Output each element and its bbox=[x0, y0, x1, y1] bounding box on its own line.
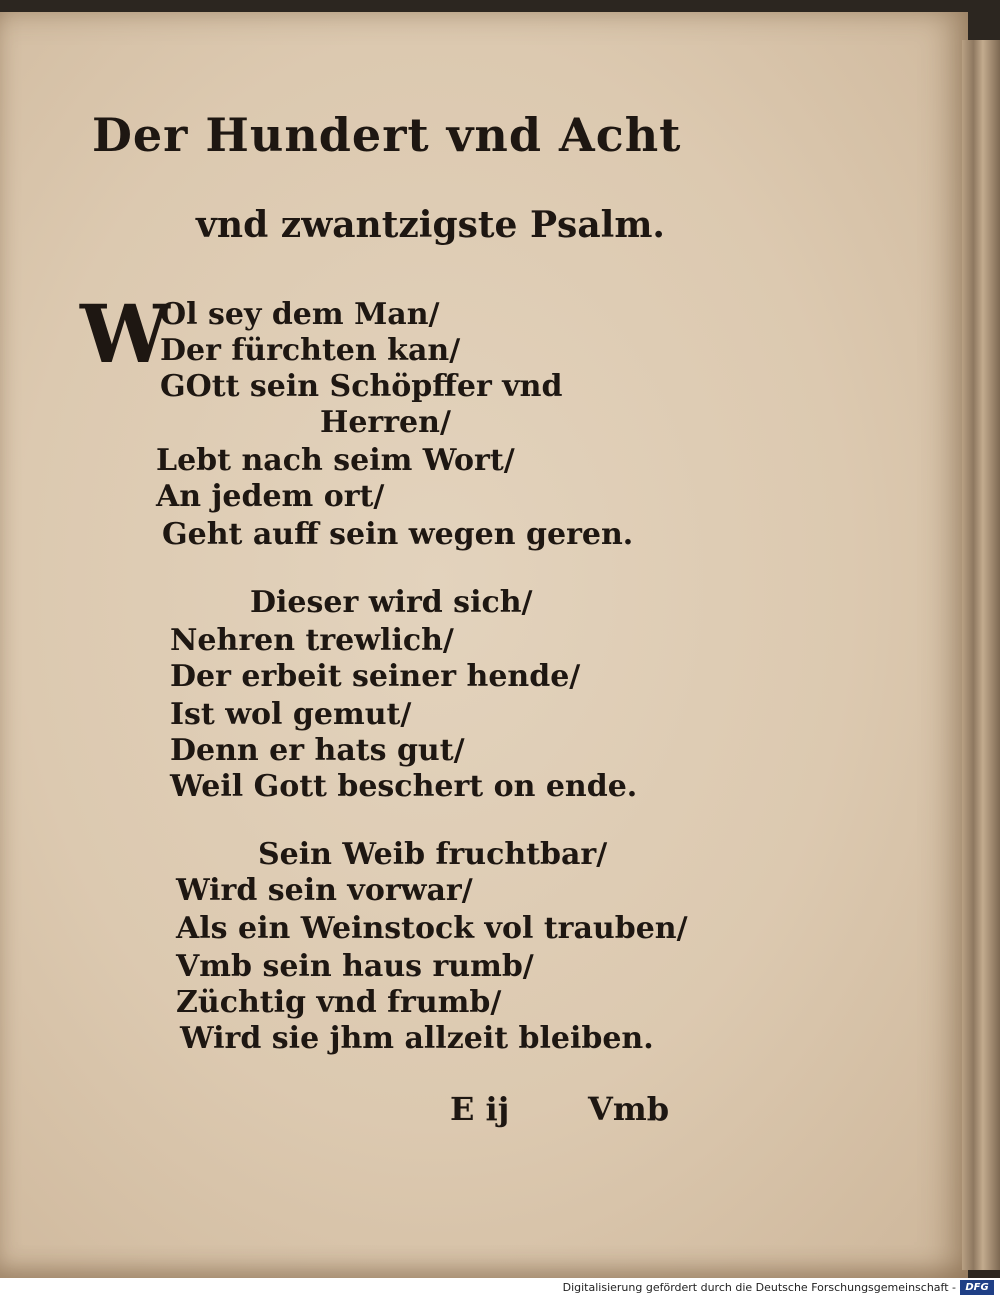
verse-line: Ist wol gemut/ bbox=[170, 697, 412, 732]
paper-page bbox=[0, 12, 968, 1278]
verse-line: Züchtig vnd frumb/ bbox=[176, 985, 502, 1020]
verse-line: Als ein Weinstock vol trauben/ bbox=[176, 911, 688, 946]
drop-cap: W bbox=[80, 287, 170, 381]
verse-line: Lebt nach seim Wort/ bbox=[156, 443, 515, 478]
verse-line: Nehren trewlich/ bbox=[170, 623, 454, 658]
dfg-logo-icon: DFG bbox=[960, 1280, 994, 1295]
verse-line: Weil Gott beschert on ende. bbox=[170, 769, 638, 804]
digitization-credit: Digitalisierung gefördert durch die Deutsche Forschungsgemeinschaft - bbox=[562, 1281, 956, 1294]
verse-line: Der erbeit seiner hende/ bbox=[170, 659, 581, 694]
verse-line: Herren/ bbox=[320, 405, 451, 440]
verse-line: An jedem ort/ bbox=[156, 479, 385, 514]
title-line-1: Der Hundert vnd Acht bbox=[92, 108, 682, 162]
title-line-2: vnd zwantzigste Psalm. bbox=[196, 204, 665, 246]
catchword: Vmb bbox=[588, 1090, 670, 1128]
verse-line: Dieser wird sich/ bbox=[250, 585, 533, 620]
verse-line: Denn er hats gut/ bbox=[170, 733, 465, 768]
verse-line: Vmb sein haus rumb/ bbox=[176, 949, 534, 984]
signature-mark: E ij bbox=[450, 1090, 510, 1128]
verse-line: Geht auff sein wegen geren. bbox=[162, 517, 634, 552]
verse-line: Wird sie jhm allzeit bleiben. bbox=[180, 1021, 654, 1056]
page-edges bbox=[962, 40, 1000, 1270]
verse-line: Der fürchten kan/ bbox=[160, 333, 461, 368]
verse-line: Wird sein vorwar/ bbox=[176, 873, 473, 908]
verse-line: GOtt sein Schöpffer vnd bbox=[160, 369, 563, 404]
verse-line: Ol sey dem Man/ bbox=[160, 297, 440, 332]
verse-line: Sein Weib fruchtbar/ bbox=[258, 837, 608, 872]
